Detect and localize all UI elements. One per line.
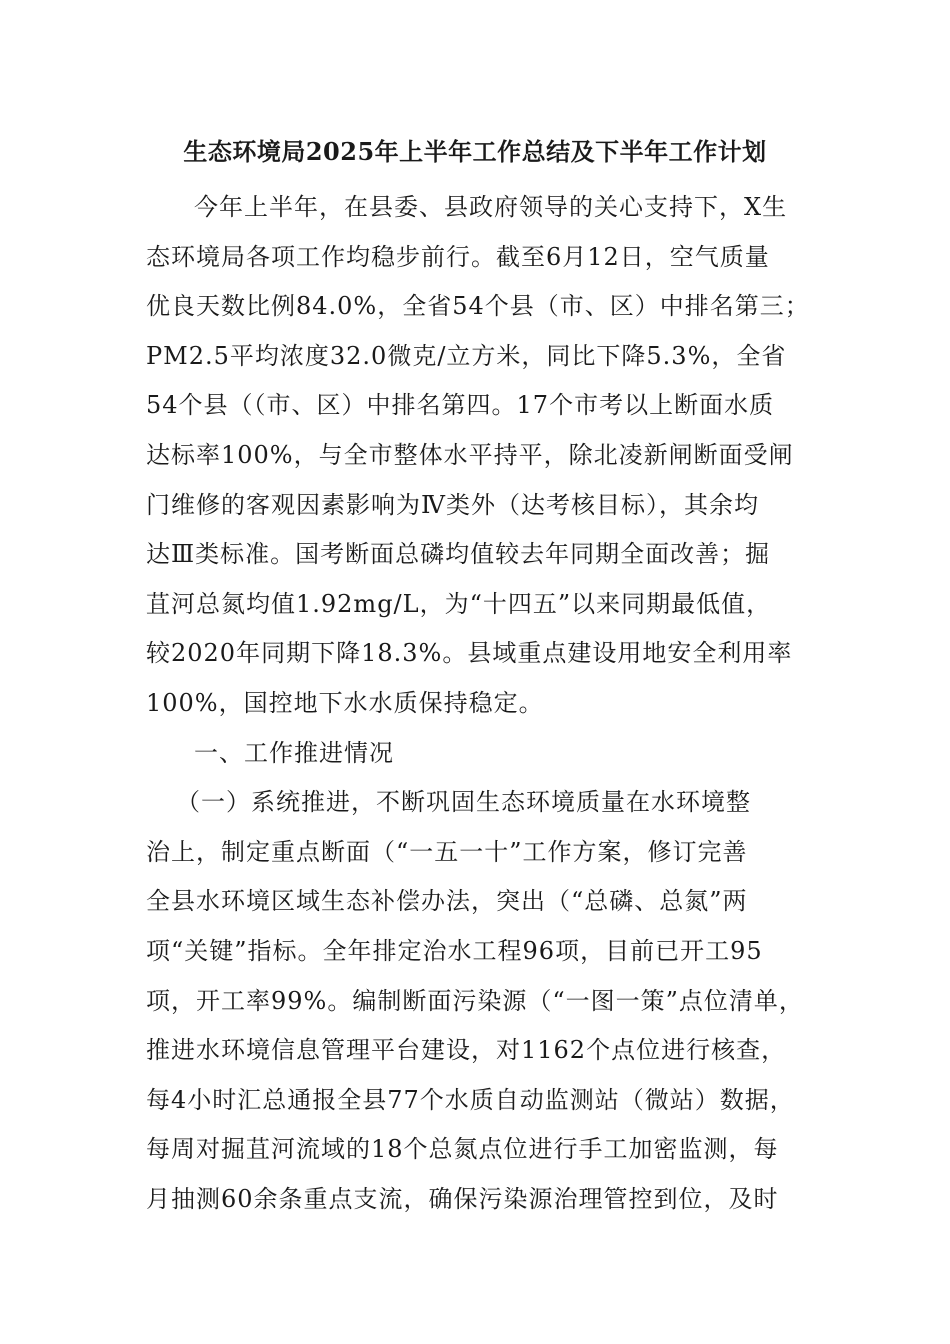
paragraph-line: 今年上半年，在县委、县政府领导的关心支持下，X生 xyxy=(194,193,788,221)
paragraph-line: 项“关键”指标。全年排定治水工程96项，目前已开工95 xyxy=(146,936,763,965)
document-title: 生态环境局2025年上半年工作总结及下半年工作计划 xyxy=(183,137,767,166)
section-heading: 一、工作推进情况 xyxy=(194,738,394,767)
paragraph-line: 月抽测60余条重点支流，确保污染源治理管控到位，及时 xyxy=(146,1184,779,1213)
paragraph-line: 项，开工率99%。编制断面污染源（“一图一策”点位清单， xyxy=(146,986,804,1015)
paragraph-line: PM2.5平均浓度32.0微克/立方米，同比下降5.3%，全省 xyxy=(146,341,787,370)
paragraph-line: 每周对掘苴河流域的18个总氮点位进行手工加密监测，每 xyxy=(146,1135,779,1164)
paragraph-line: 54个县（（市、区）中排名第四。17个市考以上断面水质 xyxy=(146,391,775,420)
paragraph-line: 全县水环境区域生态补偿办法，突出（“总磷、总氮”两 xyxy=(146,887,748,916)
paragraph-line: 100%，国控地下水水质保持稳定。 xyxy=(146,688,544,717)
paragraph-line: 治上，制定重点断面（“一五一十”工作方案，修订完善 xyxy=(146,837,748,866)
paragraph-line: 达Ⅲ类标准。国考断面总磷均值较去年同期全面改善；掘 xyxy=(146,540,771,569)
paragraph-line: 推进水环境信息管理平台建设，对1162个点位进行核查， xyxy=(146,1036,787,1065)
paragraph-line: （一）系统推进，不断巩固生态环境质量在水环境整 xyxy=(176,788,751,817)
paragraph-line: 达标率100%，与全市整体水平持平，除北凌新闸断面受闸 xyxy=(146,440,794,469)
paragraph-line: 门维修的客观因素影响为Ⅳ类外（达考核目标），其余均 xyxy=(146,490,759,519)
paragraph-line: 每4小时汇总通报全县77个水质自动监测站（微站）数据， xyxy=(146,1085,795,1114)
paragraph-line: 优良天数比例84.0%，全省54个县（市、区）中排名第三； xyxy=(146,292,810,321)
paragraph-line: 苴河总氮均值1.92mg/L，为“十四五”以来同期最低值， xyxy=(146,589,772,618)
paragraph-line: 态环境局各项工作均稳步前行。截至6月12日，空气质量 xyxy=(146,242,770,271)
document-body xyxy=(146,183,826,1224)
paragraph-line: 较2020年同期下降18.3%。县域重点建设用地安全利用率 xyxy=(146,639,793,668)
